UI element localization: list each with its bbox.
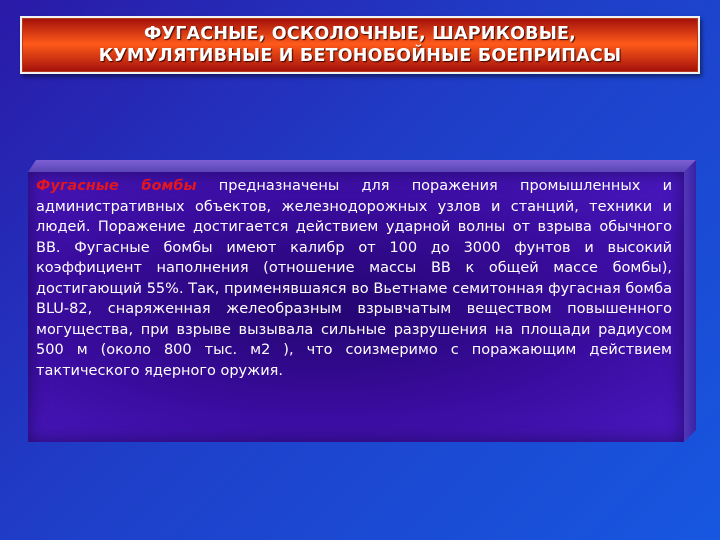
- body-paragraph: [36, 176, 672, 381]
- content-panel: [28, 160, 696, 442]
- slide-title-line-1: ФУГАСНЫЕ, ОСКОЛОЧНЫЕ, ШАРИКОВЫЕ,: [143, 24, 577, 44]
- panel-top-bevel: [28, 160, 696, 172]
- panel-face: [28, 172, 684, 442]
- slide-title-banner: [20, 16, 700, 74]
- body-text: предназначены для поражения промышленных и административных объектов, железнодорожных узлов и станций, техники и людей. Поражение достигается действием ударной волны от взрыва обычного ВВ. Фугасные бомбы имеют калибр от 100 до 3000 фунтов и высокий коэффициент наполнения (отношение массы ВВ к общей массе бомбы), достигающий 55%. Так, применявшаяся во Вьетнаме семитонная фугасная бомба BLU-82, снаряженная желеобразным взрывчатым веществом повышенного могущества, при взрыве вызывала сильные разрушения на площади радиусом 500 м (около 800 тыс. м2 ), что соизмеримо с поражающим действием тактического ядерного оружия.: [36, 178, 672, 379]
- panel-side-bevel: [684, 160, 696, 442]
- slide-title-line-2: КУМУЛЯТИВНЫЕ И БЕТОНОБОЙНЫЕ БОЕПРИПАСЫ: [98, 46, 622, 66]
- lead-term: Фугасные бомбы: [36, 178, 197, 194]
